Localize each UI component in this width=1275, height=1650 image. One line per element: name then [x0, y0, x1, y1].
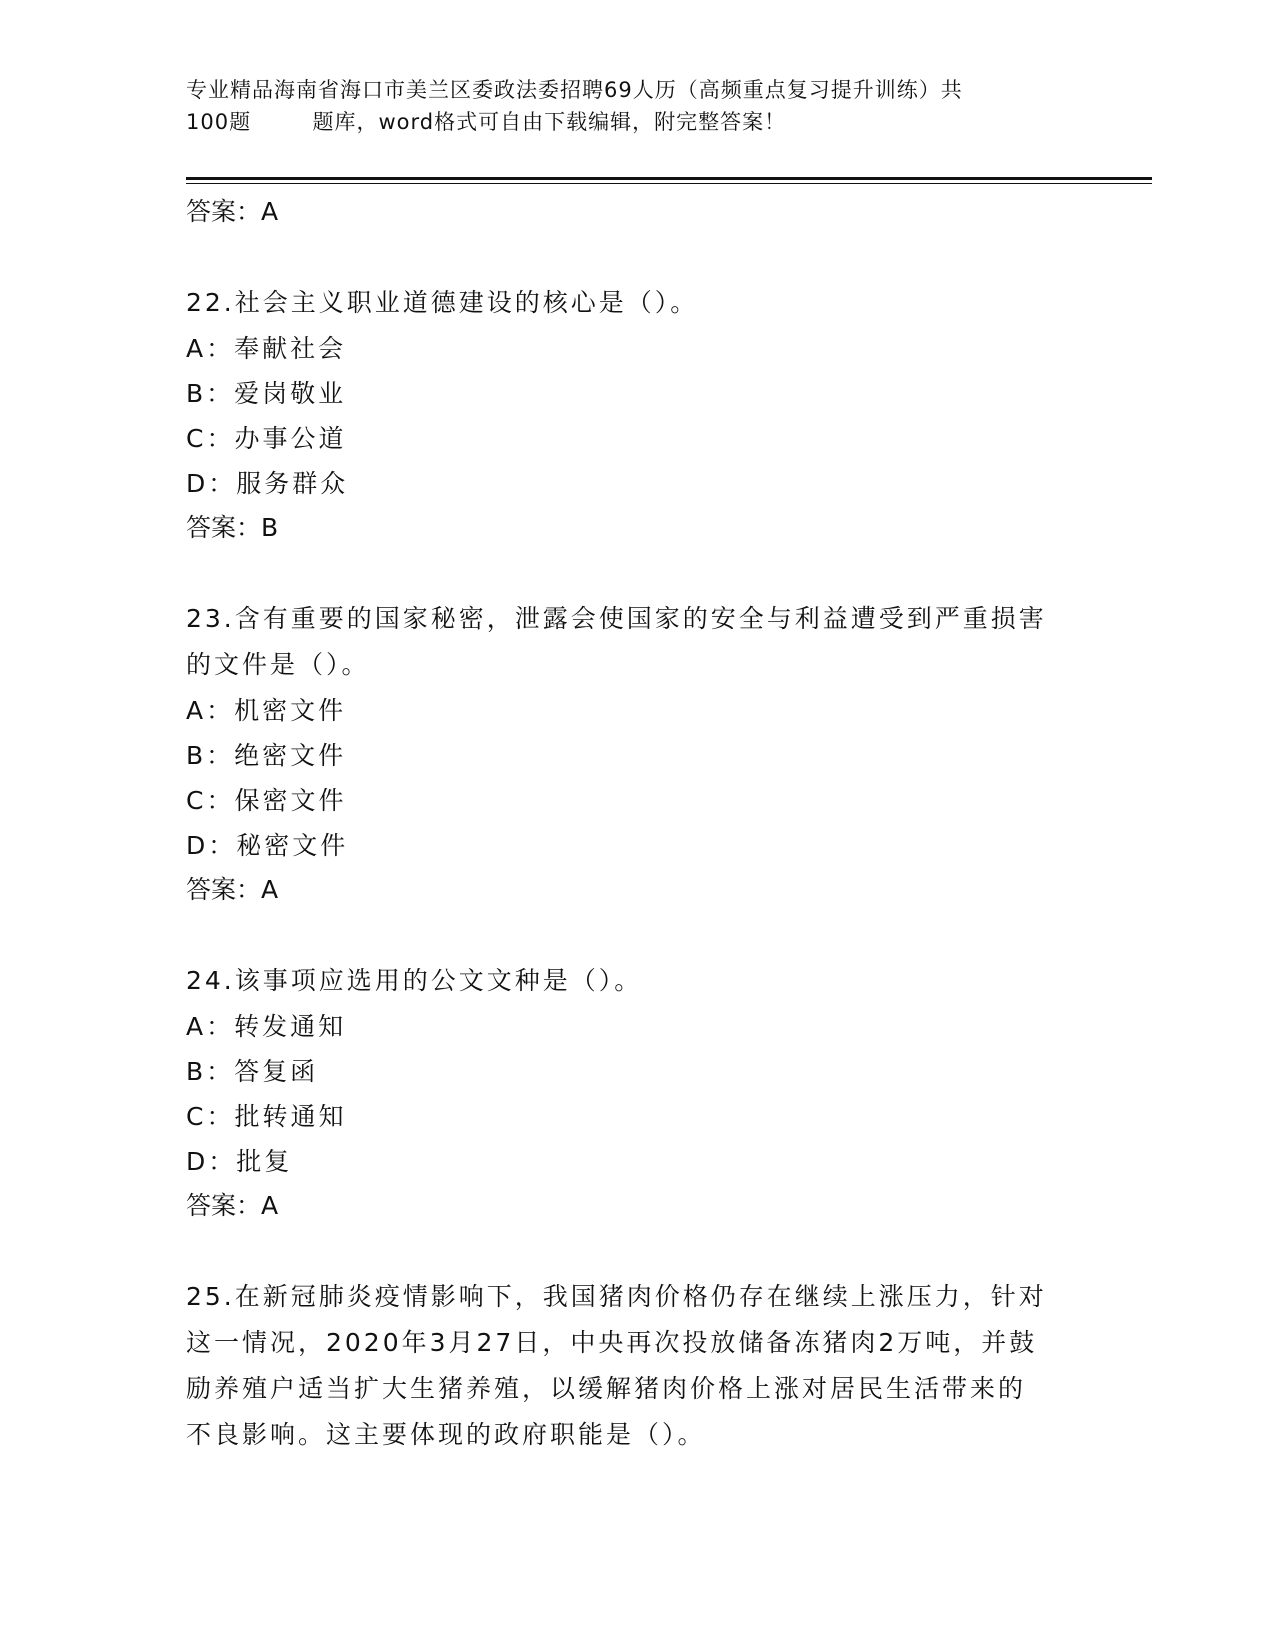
option-a: A：机密文件 — [186, 696, 347, 725]
previous-answer: 答案：A — [186, 197, 279, 226]
answer-line: 答案：B — [186, 513, 279, 542]
spacer — [186, 912, 1086, 958]
spacer — [186, 234, 1086, 280]
option-d: D：服务群众 — [186, 469, 349, 498]
question-stem-line-1: 25.在新冠肺炎疫情影响下，我国猪肉价格仍存在继续上涨压力，针对 — [186, 1282, 1047, 1311]
question-stem-line-3: 励养殖户适当扩大生猪养殖，以缓解猪肉价格上涨对居民生活带来的 — [186, 1374, 1027, 1403]
question-stem-line-1: 23.含有重要的国家秘密，泄露会使国家的安全与利益遭受到严重损害 — [186, 604, 1047, 633]
header-divider-thick — [186, 177, 1152, 180]
option-c: C：批转通知 — [186, 1102, 347, 1131]
header-divider-thin — [186, 183, 1152, 184]
option-d: D：批复 — [186, 1147, 293, 1176]
question-list — [186, 190, 1086, 1458]
page-header — [186, 74, 1086, 138]
option-b: B：答复函 — [186, 1057, 319, 1086]
option-d: D：秘密文件 — [186, 831, 349, 860]
option-c: C：保密文件 — [186, 786, 347, 815]
answer-line: 答案：A — [186, 875, 279, 904]
question-stem: 22.社会主义职业道德建设的核心是（）。 — [186, 288, 699, 317]
header-title-line-1: 专业精品海南省海口市美兰区委政法委招聘69人历（高频重点复习提升训练）共 — [186, 78, 963, 102]
answer-line: 答案：A — [186, 1191, 279, 1220]
question-stem: 24.该事项应选用的公文文种是（）。 — [186, 966, 643, 995]
question-stem-line-2: 这一情况，2020年3月27日，中央再次投放储备冻猪肉2万吨，并鼓 — [186, 1328, 1038, 1357]
option-a: A：奉献社会 — [186, 334, 347, 363]
question-block-22 — [186, 280, 1086, 550]
option-c: C：办事公道 — [186, 424, 347, 453]
question-stem-line-4: 不良影响。这主要体现的政府职能是（）。 — [186, 1420, 706, 1449]
question-stem-line-2: 的文件是（）。 — [186, 650, 370, 679]
spacer — [186, 550, 1086, 596]
spacer — [186, 1228, 1086, 1274]
option-b: B：绝密文件 — [186, 741, 347, 770]
question-block-23 — [186, 596, 1086, 912]
option-a: A：转发通知 — [186, 1012, 347, 1041]
question-block-25 — [186, 1274, 1086, 1458]
header-title-line-2: 100题 题库，word格式可自由下载编辑，附完整答案！ — [186, 110, 787, 134]
question-block-24 — [186, 958, 1086, 1228]
option-b: B：爱岗敬业 — [186, 379, 347, 408]
